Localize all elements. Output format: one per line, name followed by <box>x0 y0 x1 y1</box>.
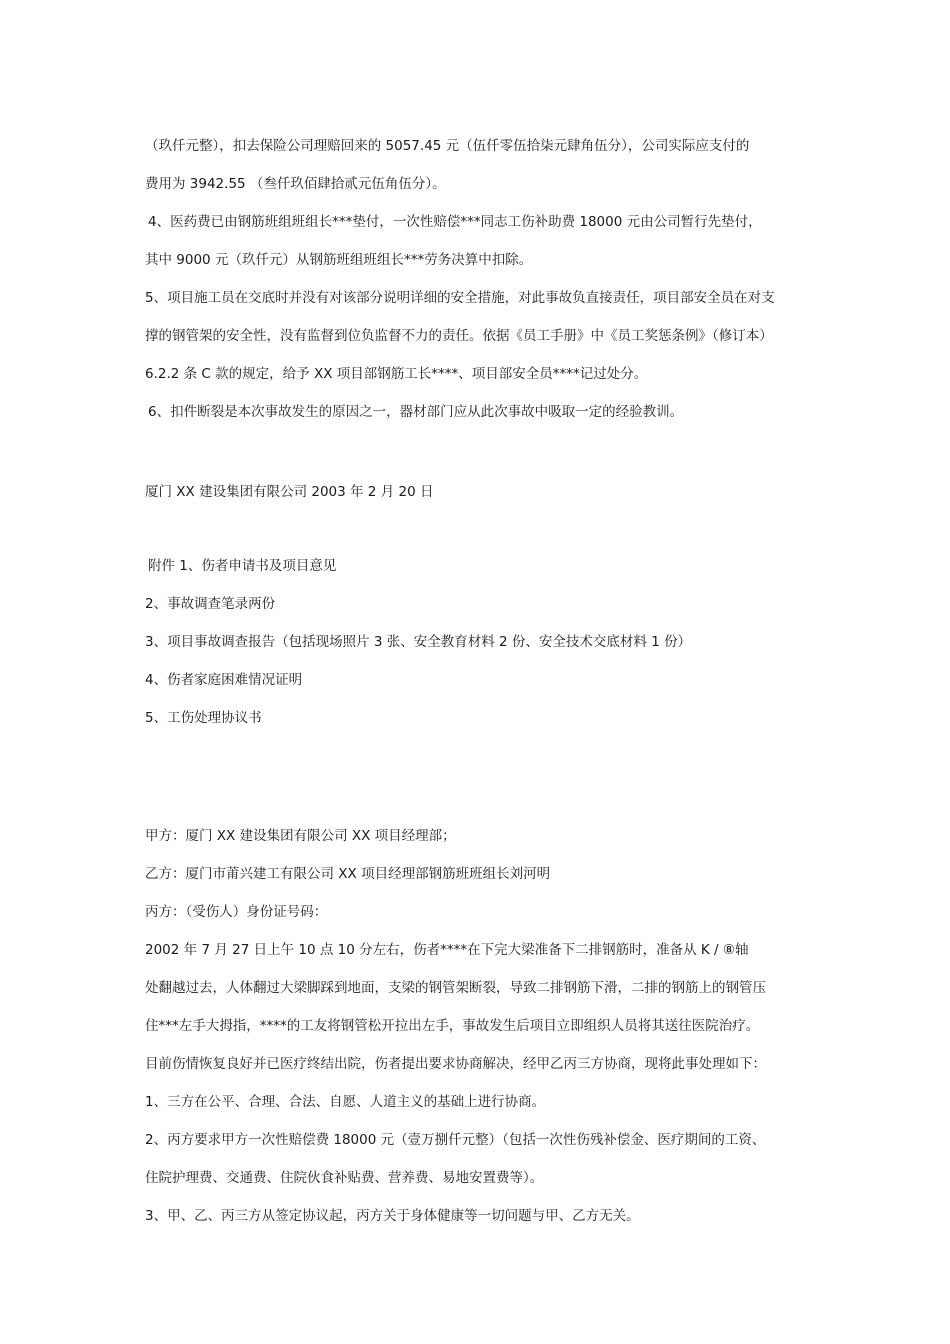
report-line-1: （玖仟元整），扣去保险公司理赔回来的 5057.45 元（伍仟零伍拾柒元肆角伍分），公司实际应支付的 <box>145 138 750 154</box>
agreement-party-b: 乙方：厦门市莆兴建工有限公司 XX 项目经理部钢筋班班组长刘河明 <box>145 866 551 882</box>
agreement-clause-2: 2、丙方要求甲方一次性赔偿费 18000 元（壹万捌仟元整）（包括一次性伤残补偿金、医疗期间的工资、 <box>145 1132 766 1148</box>
report-line-5: 5、项目施工员在交底时并没有对该部分说明详细的安全措施，对此事故负直接责任，项目部安全员在对支 <box>145 290 775 306</box>
attachment-item-1: 附件 1、伤者申请书及项目意见 <box>148 558 337 574</box>
agreement-clause-3: 3、甲、乙、丙三方从签定协议起，丙方关于身体健康等一切问题与甲、乙方无关。 <box>145 1208 640 1224</box>
agreement-line-5: 处翻越过去，人体翻过大梁脚踩到地面，支梁的钢管架断裂，导致二排钢筋下滑，二排的钢筋上的钢管压 <box>145 980 766 996</box>
report-line-4: 其中 9000 元（玖仟元）从钢筋班组班组长***劳务决算中扣除。 <box>145 252 533 268</box>
agreement-line-7: 目前伤情恢复良好并已医疗终结出院，伤者提出要求协商解决，经甲乙丙三方协商，现将此事处理如下： <box>145 1056 766 1072</box>
agreement-clause-1: 1、三方在公平、合理、合法、自愿、人道主义的基础上进行协商。 <box>145 1094 546 1110</box>
attachment-item-2: 2、事故调查笔录两份 <box>145 596 276 612</box>
report-line-7: 6.2.2 条 C 款的规定，给予 XX 项目部钢筋工长****、项目部安全员****记过处分。 <box>145 366 648 382</box>
report-line-6: 撑的钢管架的安全性，没有监督到位负监督不力的责任。依据《员工手册》中《员工奖惩条例》（修订本） <box>145 328 773 344</box>
attachment-item-3: 3、项目事故调查报告（包括现场照片 3 张、安全教育材料 2 份、安全技术交底材料 1 份） <box>145 634 692 650</box>
agreement-line-6: 住***左手大拇指，****的工友将钢管松开拉出左手，事故发生后项目立即组织人员将其送往医院治疗。 <box>145 1018 760 1034</box>
agreement-clause-2-cont: 住院护理费、交通费、住院伙食补贴费、营养费、易地安置费等）。 <box>145 1170 544 1186</box>
report-line-8: 6、扣件断裂是本次事故发生的原因之一，器材部门应从此次事故中吸取一定的经验教训。 <box>148 404 684 420</box>
report-line-2: 费用为 3942.55 （叁仟玖佰肆拾贰元伍角伍分）。 <box>145 176 446 192</box>
attachment-item-4: 4、伤者家庭困难情况证明 <box>145 672 303 688</box>
report-line-3: 4、医药费已由钢筋班组班组长***垫付，一次性赔偿***同志工伤补助费 18000 元由公司暂行先垫付， <box>148 214 762 230</box>
agreement-party-c: 丙方：（受伤人）身份证号码： <box>145 904 328 920</box>
report-signature: 厦门 XX 建设集团有限公司 2003 年 2 月 20 日 <box>145 484 434 500</box>
attachment-item-5: 5、工伤处理协议书 <box>145 710 262 726</box>
agreement-party-a: 甲方：厦门 XX 建设集团有限公司 XX 项目经理部； <box>145 828 456 844</box>
agreement-line-4: 2002 年 7 月 27 日上午 10 点 10 分左右，伤者****在下完大梁准备下二排钢筋时，准备从 K / ⑧轴 <box>145 942 749 958</box>
